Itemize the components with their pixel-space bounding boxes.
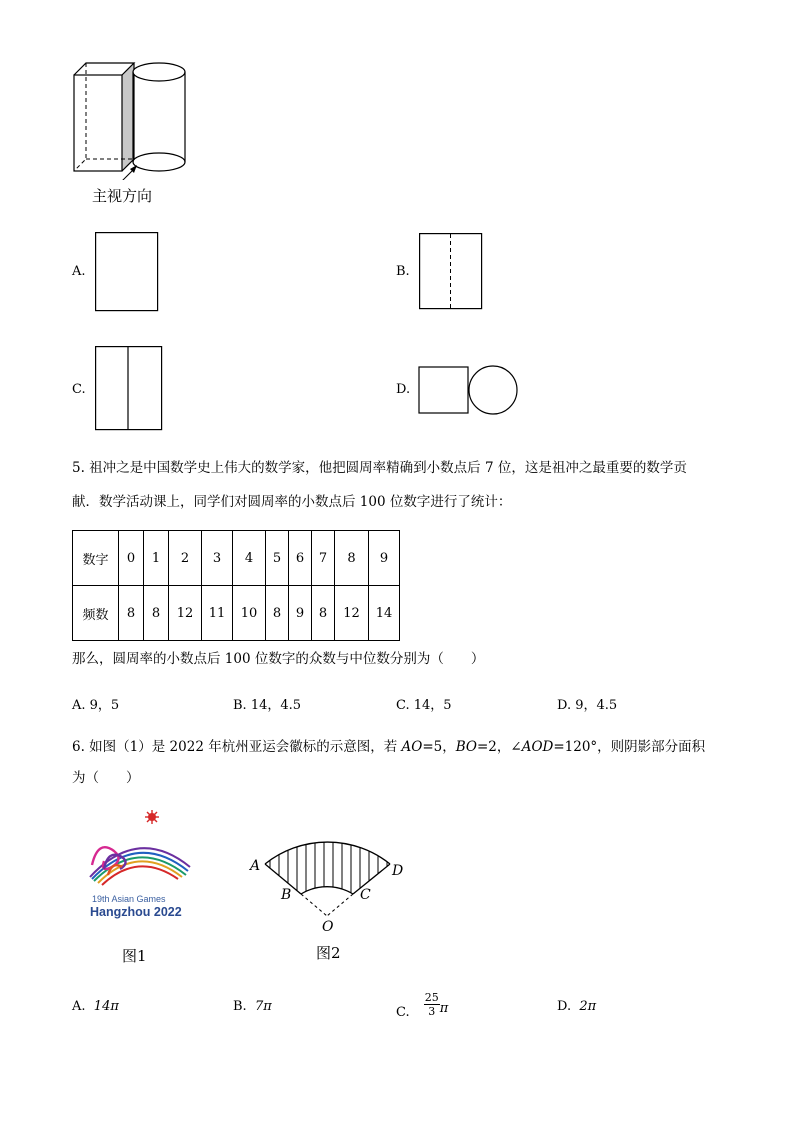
q4-view-direction-caption: 主视方向 [92, 187, 153, 205]
q4-option-a-figure[interactable] [95, 232, 159, 312]
fig1-caption: 图1 [122, 947, 147, 965]
q5-option-d[interactable]: D. 9，4.5 [557, 698, 618, 713]
table-cell: 11 [202, 586, 233, 641]
table-cell: 8 [144, 586, 169, 641]
table-cell: 8 [266, 586, 289, 641]
q6-option-b-label: B. [233, 999, 247, 1014]
point-label-o: O [322, 919, 334, 935]
q5-option-b[interactable]: B. 14，4.5 [233, 698, 302, 713]
q6-stem-line1 [72, 731, 705, 763]
point-label-a: A [250, 858, 261, 874]
table-cell: 2 [169, 531, 202, 586]
table-cell: 12 [169, 586, 202, 641]
table-cell: 3 [202, 531, 233, 586]
q4-option-c-figure[interactable] [95, 346, 163, 432]
table-header-frequency: 频数 [73, 586, 119, 641]
table-cell: 8 [119, 586, 144, 641]
q6-option-a[interactable] [72, 999, 119, 1014]
q6-segment-bo: BO [455, 739, 477, 755]
logo-line2: Hangzhou 2022 [90, 905, 182, 919]
q6-stem-line2: 为（ ） [72, 770, 140, 786]
q6-stem-text: =120°，则阴影部分面积 [553, 739, 706, 755]
table-cell: 9 [369, 531, 400, 586]
q6-angle-aod: AOD [521, 739, 554, 755]
q4-option-b-figure[interactable] [419, 233, 483, 310]
table-cell: 4 [233, 531, 266, 586]
table-cell: 5 [266, 531, 289, 586]
q6-stem-text: =2，∠ [476, 739, 522, 755]
q6-option-c[interactable] [396, 991, 448, 1018]
table-cell: 10 [233, 586, 266, 641]
q6-option-b[interactable] [233, 999, 272, 1014]
q5-frequency-table [72, 530, 400, 641]
q5-option-a[interactable]: A. 9，5 [72, 698, 120, 713]
q5-stem-line2: 献．数学活动课上，同学们对圆周率的小数点后 100 位数字进行了统计： [72, 494, 512, 510]
q6-option-c-label: C. [396, 1005, 410, 1020]
q4-option-a-label[interactable]: A. [72, 264, 86, 279]
table-cell: 12 [335, 586, 369, 641]
table-cell: 9 [289, 586, 312, 641]
q6-option-c-fraction [424, 991, 440, 1018]
fig2-caption: 图2 [316, 944, 341, 962]
table-header-digit: 数字 [73, 531, 119, 586]
q6-stem-text: =5， [422, 739, 456, 755]
asian-games-logo [78, 805, 198, 925]
q6-option-a-label: A. [72, 999, 86, 1014]
pi-symbol: π [439, 1001, 449, 1016]
q6-stem-text: 6. 如图（1）是 2022 年杭州亚运会徽标的示意图，若 [72, 739, 402, 755]
q4-option-d-label[interactable]: D. [396, 382, 411, 397]
table-cell: 0 [119, 531, 144, 586]
table-cell: 7 [312, 531, 335, 586]
q6-sector-figure [240, 820, 420, 935]
fraction-denominator: 3 [428, 1005, 436, 1018]
q4-option-d-figure[interactable] [418, 365, 522, 415]
table-cell: 6 [289, 531, 312, 586]
logo-line1: 19th Asian Games [92, 894, 166, 904]
q6-option-d-label: D. [557, 999, 572, 1014]
table-row-frequencies [73, 586, 400, 641]
q4-option-c-label[interactable]: C. [72, 382, 86, 397]
table-cell: 14 [369, 586, 400, 641]
q4-option-b-label[interactable]: B. [396, 264, 410, 279]
q6-option-d-value: 2π [579, 999, 597, 1014]
q5-question: 那么，圆周率的小数点后 100 位数字的众数与中位数分别为（ ） [72, 651, 485, 667]
q5-option-c[interactable]: C. 14，5 [396, 698, 452, 713]
point-label-c: C [360, 887, 371, 903]
table-cell: 8 [335, 531, 369, 586]
q6-option-d[interactable] [557, 999, 596, 1014]
point-label-b: B [281, 887, 292, 903]
q6-option-b-value: 7π [254, 999, 272, 1014]
q4-solid-figure [60, 55, 200, 180]
fraction-numerator: 25 [424, 991, 439, 1004]
point-label-d: D [392, 863, 404, 879]
q6-segment-ao: AO [401, 739, 423, 755]
q6-option-a-value: 14π [93, 999, 119, 1014]
table-cell: 1 [144, 531, 169, 586]
table-cell: 8 [312, 586, 335, 641]
q5-stem-line1: 5. 祖冲之是中国数学史上伟大的数学家，他把圆周率精确到小数点后 7 位，这是祖冲之最重要的数学贡 [72, 460, 687, 476]
table-row-digits [73, 531, 400, 586]
